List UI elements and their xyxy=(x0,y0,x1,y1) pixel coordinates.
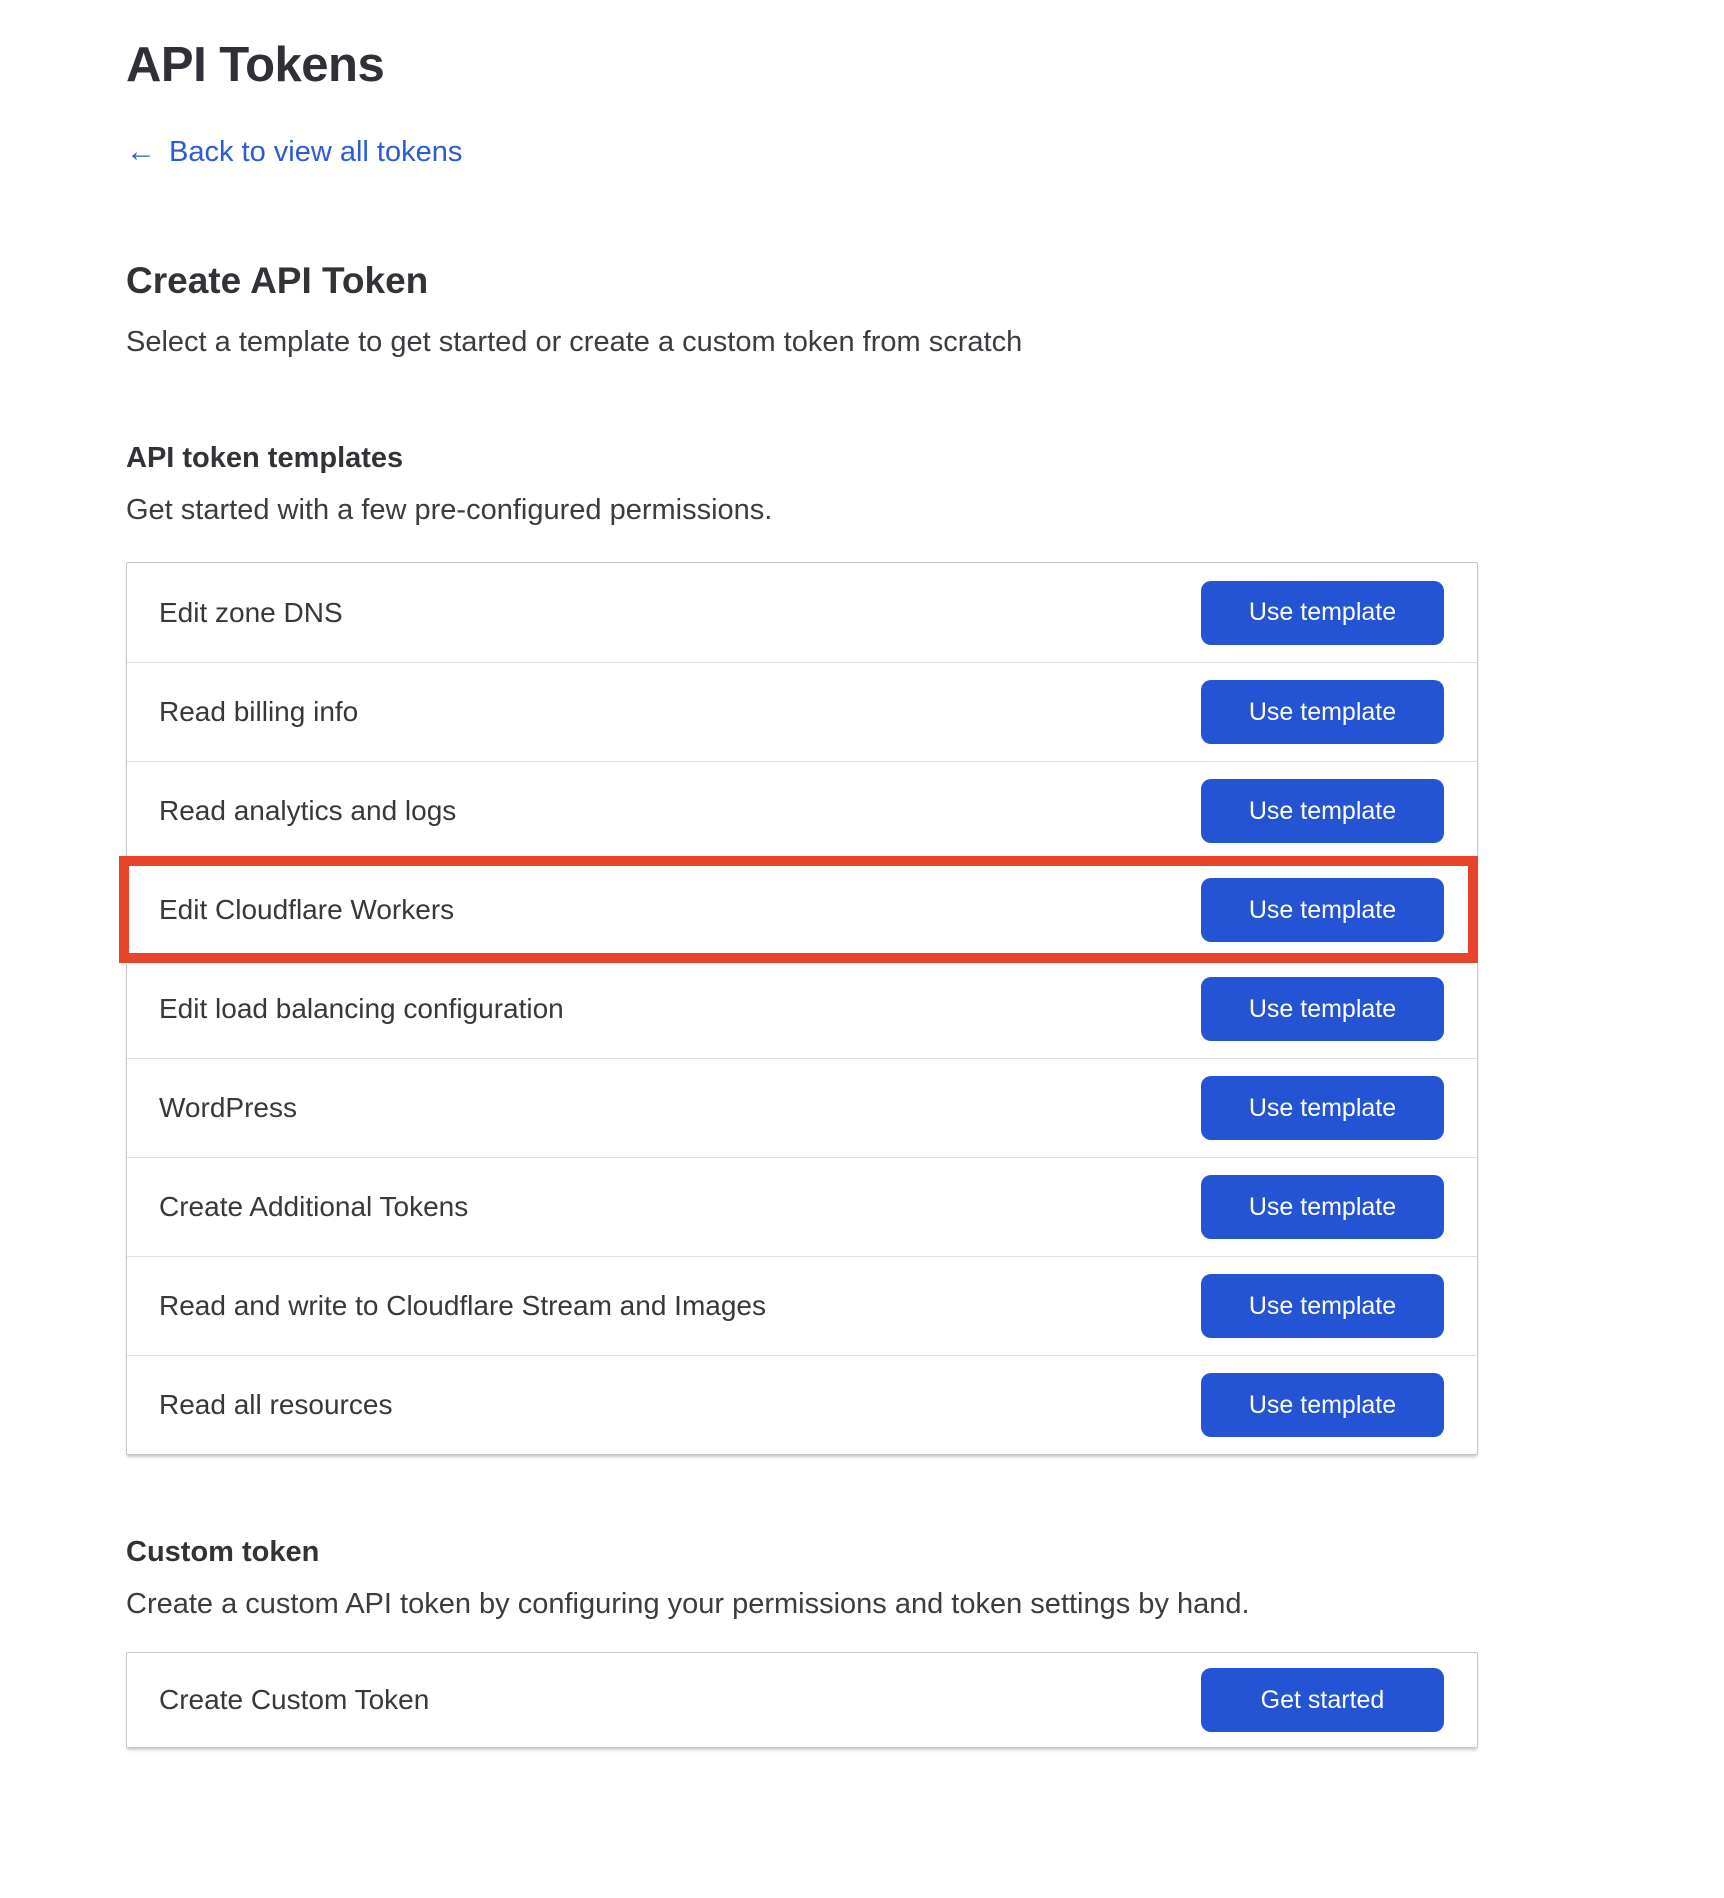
template-row-label: Edit zone DNS xyxy=(159,596,343,628)
back-link-label: Back to view all tokens xyxy=(169,136,463,168)
use-template-button[interactable]: Use template xyxy=(1201,1373,1444,1437)
template-row-label: WordPress xyxy=(159,1092,297,1123)
template-row xyxy=(127,1355,1477,1454)
custom-token-row xyxy=(127,1653,1477,1747)
use-template-button[interactable]: Use template xyxy=(1201,1175,1444,1239)
template-row xyxy=(127,1058,1477,1157)
template-row xyxy=(127,959,1477,1058)
template-row-label: Read analytics and logs xyxy=(159,795,457,826)
template-row xyxy=(127,1157,1477,1256)
custom-token-heading: Custom token xyxy=(126,1536,320,1568)
page-title: API Tokens xyxy=(126,38,385,92)
api-token-templates-heading: API token templates xyxy=(126,442,404,474)
template-row-label: Read all resources xyxy=(159,1389,393,1420)
template-row-label: Edit load balancing configuration xyxy=(159,993,564,1024)
template-row-label: Create Additional Tokens xyxy=(159,1191,469,1222)
custom-token-description: Create a custom API token by configuring your permissions and token settings by hand. xyxy=(126,1588,1250,1620)
get-started-button[interactable]: Get started xyxy=(1201,1668,1444,1732)
api-tokens-page xyxy=(0,34,1724,1748)
use-template-button[interactable]: Use template xyxy=(1201,977,1444,1041)
api-token-templates-description: Get started with a few pre-configured permissions. xyxy=(126,494,773,526)
custom-token-label: Create Custom Token xyxy=(159,1684,430,1715)
use-template-button[interactable]: Use template xyxy=(1201,1076,1444,1140)
use-template-button[interactable]: Use template xyxy=(1201,779,1444,843)
template-row-label: Edit Cloudflare Workers xyxy=(159,894,455,925)
arrow-left-icon: ← xyxy=(126,135,156,168)
create-api-token-heading: Create API Token xyxy=(126,260,429,301)
template-row xyxy=(127,563,1477,662)
use-template-button[interactable]: Use template xyxy=(1201,878,1444,942)
template-row-label: Read and write to Cloudflare Stream and Images xyxy=(159,1290,766,1321)
use-template-button[interactable]: Use template xyxy=(1201,581,1444,645)
template-row xyxy=(127,1256,1477,1355)
use-template-button[interactable]: Use template xyxy=(1201,680,1444,744)
template-row xyxy=(127,662,1477,761)
templates-table xyxy=(126,562,1478,1455)
back-link[interactable] xyxy=(126,133,462,171)
create-api-token-subheading: Select a template to get started or create a custom token from scratch xyxy=(126,326,1023,358)
template-row-label: Read billing info xyxy=(159,696,359,727)
template-row xyxy=(127,761,1477,860)
template-row-highlighted xyxy=(127,860,1477,959)
use-template-button[interactable]: Use template xyxy=(1201,1274,1444,1338)
custom-token-box xyxy=(126,1652,1478,1748)
